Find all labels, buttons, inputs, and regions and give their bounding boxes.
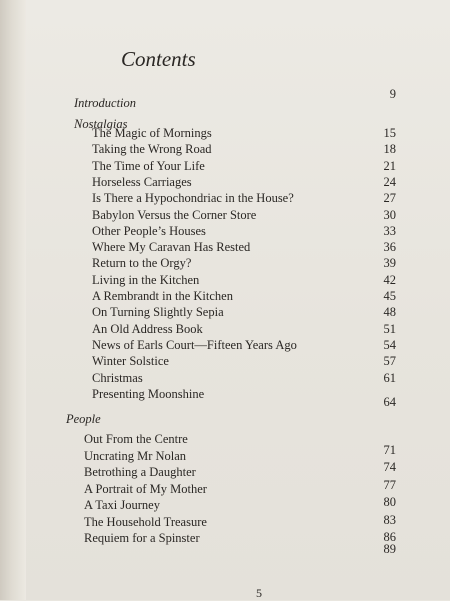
introduction-label: Introduction <box>74 96 137 110</box>
section-heading-nostalgias: Nostalgias <box>74 117 128 131</box>
toc-entry-page: 39 <box>383 256 396 271</box>
page-title: Contents <box>121 47 196 71</box>
toc-entry-page: 86 <box>383 530 396 544</box>
toc-entry-title: A Rembrandt in the Kitchen <box>92 289 233 303</box>
contents-page <box>26 0 450 600</box>
toc-entry-page: 54 <box>383 337 396 352</box>
toc-entry-page: 57 <box>383 354 396 369</box>
toc-entry-page: 71 <box>383 442 396 457</box>
trailing-page-number: 89 <box>383 542 396 556</box>
toc-entry-page: 64 <box>383 394 396 409</box>
toc-entry-page: 48 <box>383 305 396 320</box>
toc-entry-title: Babylon Versus the Corner Store <box>92 207 257 222</box>
toc-entry-title: The Magic of Mornings <box>92 126 212 140</box>
page-folio: 5 <box>256 586 262 600</box>
toc-entry-title: Other People’s Houses <box>92 223 206 238</box>
toc-entry-page: 42 <box>383 272 396 287</box>
toc-entry-title: Betrothing a Daughter <box>84 465 196 479</box>
toc-entry-title: An Old Address Book <box>92 321 203 336</box>
toc-entry-title: Christmas <box>92 370 143 385</box>
toc-entry-title: The Time of Your Life <box>92 158 205 173</box>
section-heading-people: People <box>66 412 101 426</box>
toc-entry-title: Where My Caravan Has Rested <box>92 240 251 255</box>
book-gutter <box>0 0 26 600</box>
toc-entry-page: 36 <box>383 240 396 255</box>
toc-entry-title: Living in the Kitchen <box>92 272 200 287</box>
toc-entry-page: 21 <box>383 158 396 173</box>
toc-entry-title: Is There a Hypochondriac in the House? <box>92 191 294 206</box>
introduction-page: 9 <box>389 87 396 101</box>
toc-entry-page: 51 <box>383 321 396 336</box>
toc-entry-title: The Household Treasure <box>84 514 207 529</box>
toc-entry-page: 74 <box>383 460 396 474</box>
toc-entry-page: 15 <box>383 126 396 140</box>
toc-entry-page: 27 <box>383 191 396 206</box>
toc-entry-title: News of Earls Court—Fifteen Years Ago <box>92 337 297 352</box>
toc-entry-title: On Turning Slightly Sepia <box>92 305 224 320</box>
toc-entry-page: 83 <box>383 512 396 527</box>
toc-entry-title: Return to the Orgy? <box>92 256 192 271</box>
toc-entry-title: Taking the Wrong Road <box>92 142 212 157</box>
toc-entry-title: Winter Solstice <box>92 354 169 369</box>
toc-entry-title: Presenting Moonshine <box>92 386 205 401</box>
toc-entry-page: 80 <box>383 495 396 509</box>
toc-entry-title: A Portrait of My Mother <box>84 481 207 496</box>
toc-entry-page: 18 <box>383 142 396 157</box>
toc-entry-page: 33 <box>383 223 396 238</box>
toc-entry-title: A Taxi Journey <box>84 498 160 512</box>
toc-entry-page: 30 <box>383 207 396 222</box>
toc-entry-title: Horseless Carriages <box>92 174 192 189</box>
toc-entry-title: Uncrating Mr Nolan <box>84 448 187 463</box>
toc-entry-title: Requiem for a Spinster <box>84 531 200 545</box>
toc-entry-page: 77 <box>383 477 396 492</box>
toc-entry-page: 61 <box>383 370 396 385</box>
toc-entry-page: 24 <box>383 174 396 189</box>
toc-entry-title: Out From the Centre <box>84 432 188 446</box>
toc-entry-page: 45 <box>383 289 396 303</box>
